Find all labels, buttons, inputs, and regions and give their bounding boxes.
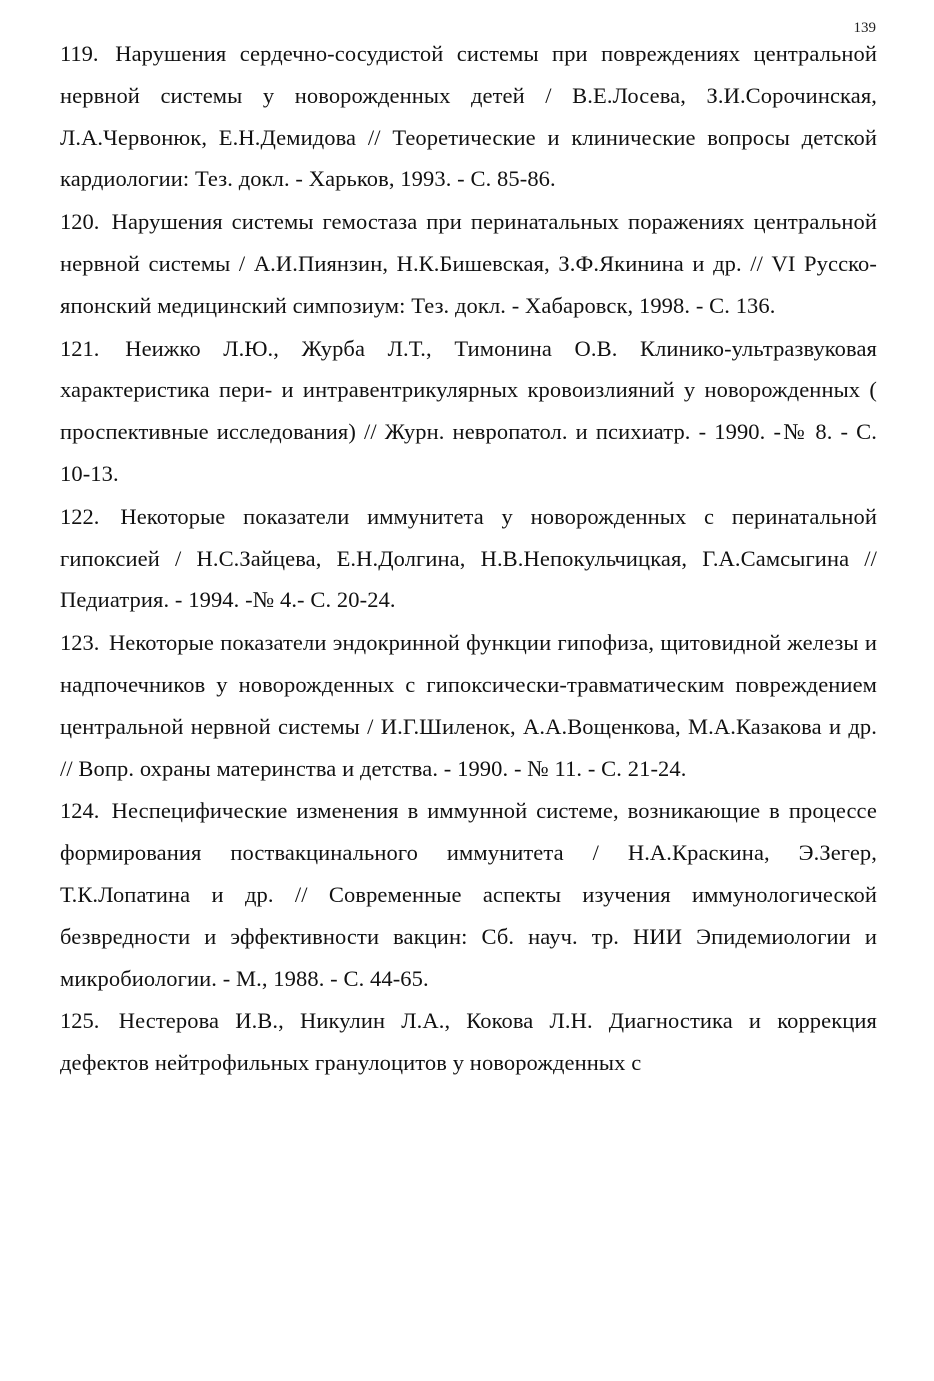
reference-text: Некоторые показатели эндокринной функции гипофиза, щитовидной железы и надпочечников у новорожденных с гипоксически-травматическим повреждением центральной нервной системы / И.Г.Шиленок, А.А.Вощенкова, М.А.Казакова и др. // Вопр. охраны материнства и детства. - 1990. - № 11. - С. 21-24. [60,630,877,781]
reference-number: 124. [60,798,100,824]
reference-text: Нарушения системы гемостаза при перинатальных поражениях центральной нервной системы / А.И.Пиянзин, Н.К.Бишевская, З.Ф.Якинина и др. // VI Русско-японский медицинский симпозиум: Тез. докл. - Хабаровск, 1998. - С. 136. [60,209,877,318]
reference-number: 123. [60,630,100,656]
reference-number: 120. [60,209,100,235]
reference-text: Нарушения сердечно-сосудистой системы при повреждениях центральной нервной системы у новорожденных детей / В.Е.Лосева, З.И.Сорочинская, Л.А.Червонюк, Е.Н.Демидова // Теоретические и клинические вопросы детской кардиологии: Тез. докл. - Харьков, 1993. - С. 85-86. [60,41,878,192]
page-number: 139 [853,20,876,36]
reference-text: Неспецифические изменения в иммунной системе, возникающие в процессе формирования поствакцинального иммунитета / Н.А.Краскина, Э.Зегер, Т.К.Лопатина и др. // Современные аспекты изучения иммунологической безвредности и эффективности вакцин: Сб. науч. тр. НИИ Эпидемиологии и микробиологии. - М., 1988. - С. 44-65. [60,798,878,991]
reference-121 [60,328,877,495]
reference-119 [60,33,877,200]
reference-124 [60,790,877,999]
reference-text: Некоторые показатели иммунитета у новорожденных с перинатальной гипоксией / Н.С.Зайцева, Е.Н.Долгина, Н.В.Непокульчицкая, Г.А.Самсыгина // Педиатрия. - 1994. -№ 4.- С. 20-24. [60,503,877,613]
reference-number: 125. [60,1008,100,1034]
reference-text: Нестерова И.В., Никулин Л.А., Кокова Л.Н. Диагностика и коррекция дефектов нейтрофильных гранулоцитов у новорожденных с [60,1008,877,1076]
reference-120 [60,201,877,326]
reference-number: 122. [60,503,100,529]
reference-number: 121. [60,335,100,361]
reference-list [60,33,877,1085]
reference-number: 119. [60,41,99,66]
reference-122 [60,496,877,621]
reference-125 [60,1000,877,1084]
reference-text: Неижко Л.Ю., Журба Л.Т., Тимонина О.В. Клинико-ультразвуковая характеристика пери- и интравентрикулярных кровоизлияний у новорожденных ( проспективные исследования) // Журн. невропатол. и психиатр. - 1990. -№ 8. - С. 10-13. [60,335,877,486]
reference-123 [60,622,877,789]
